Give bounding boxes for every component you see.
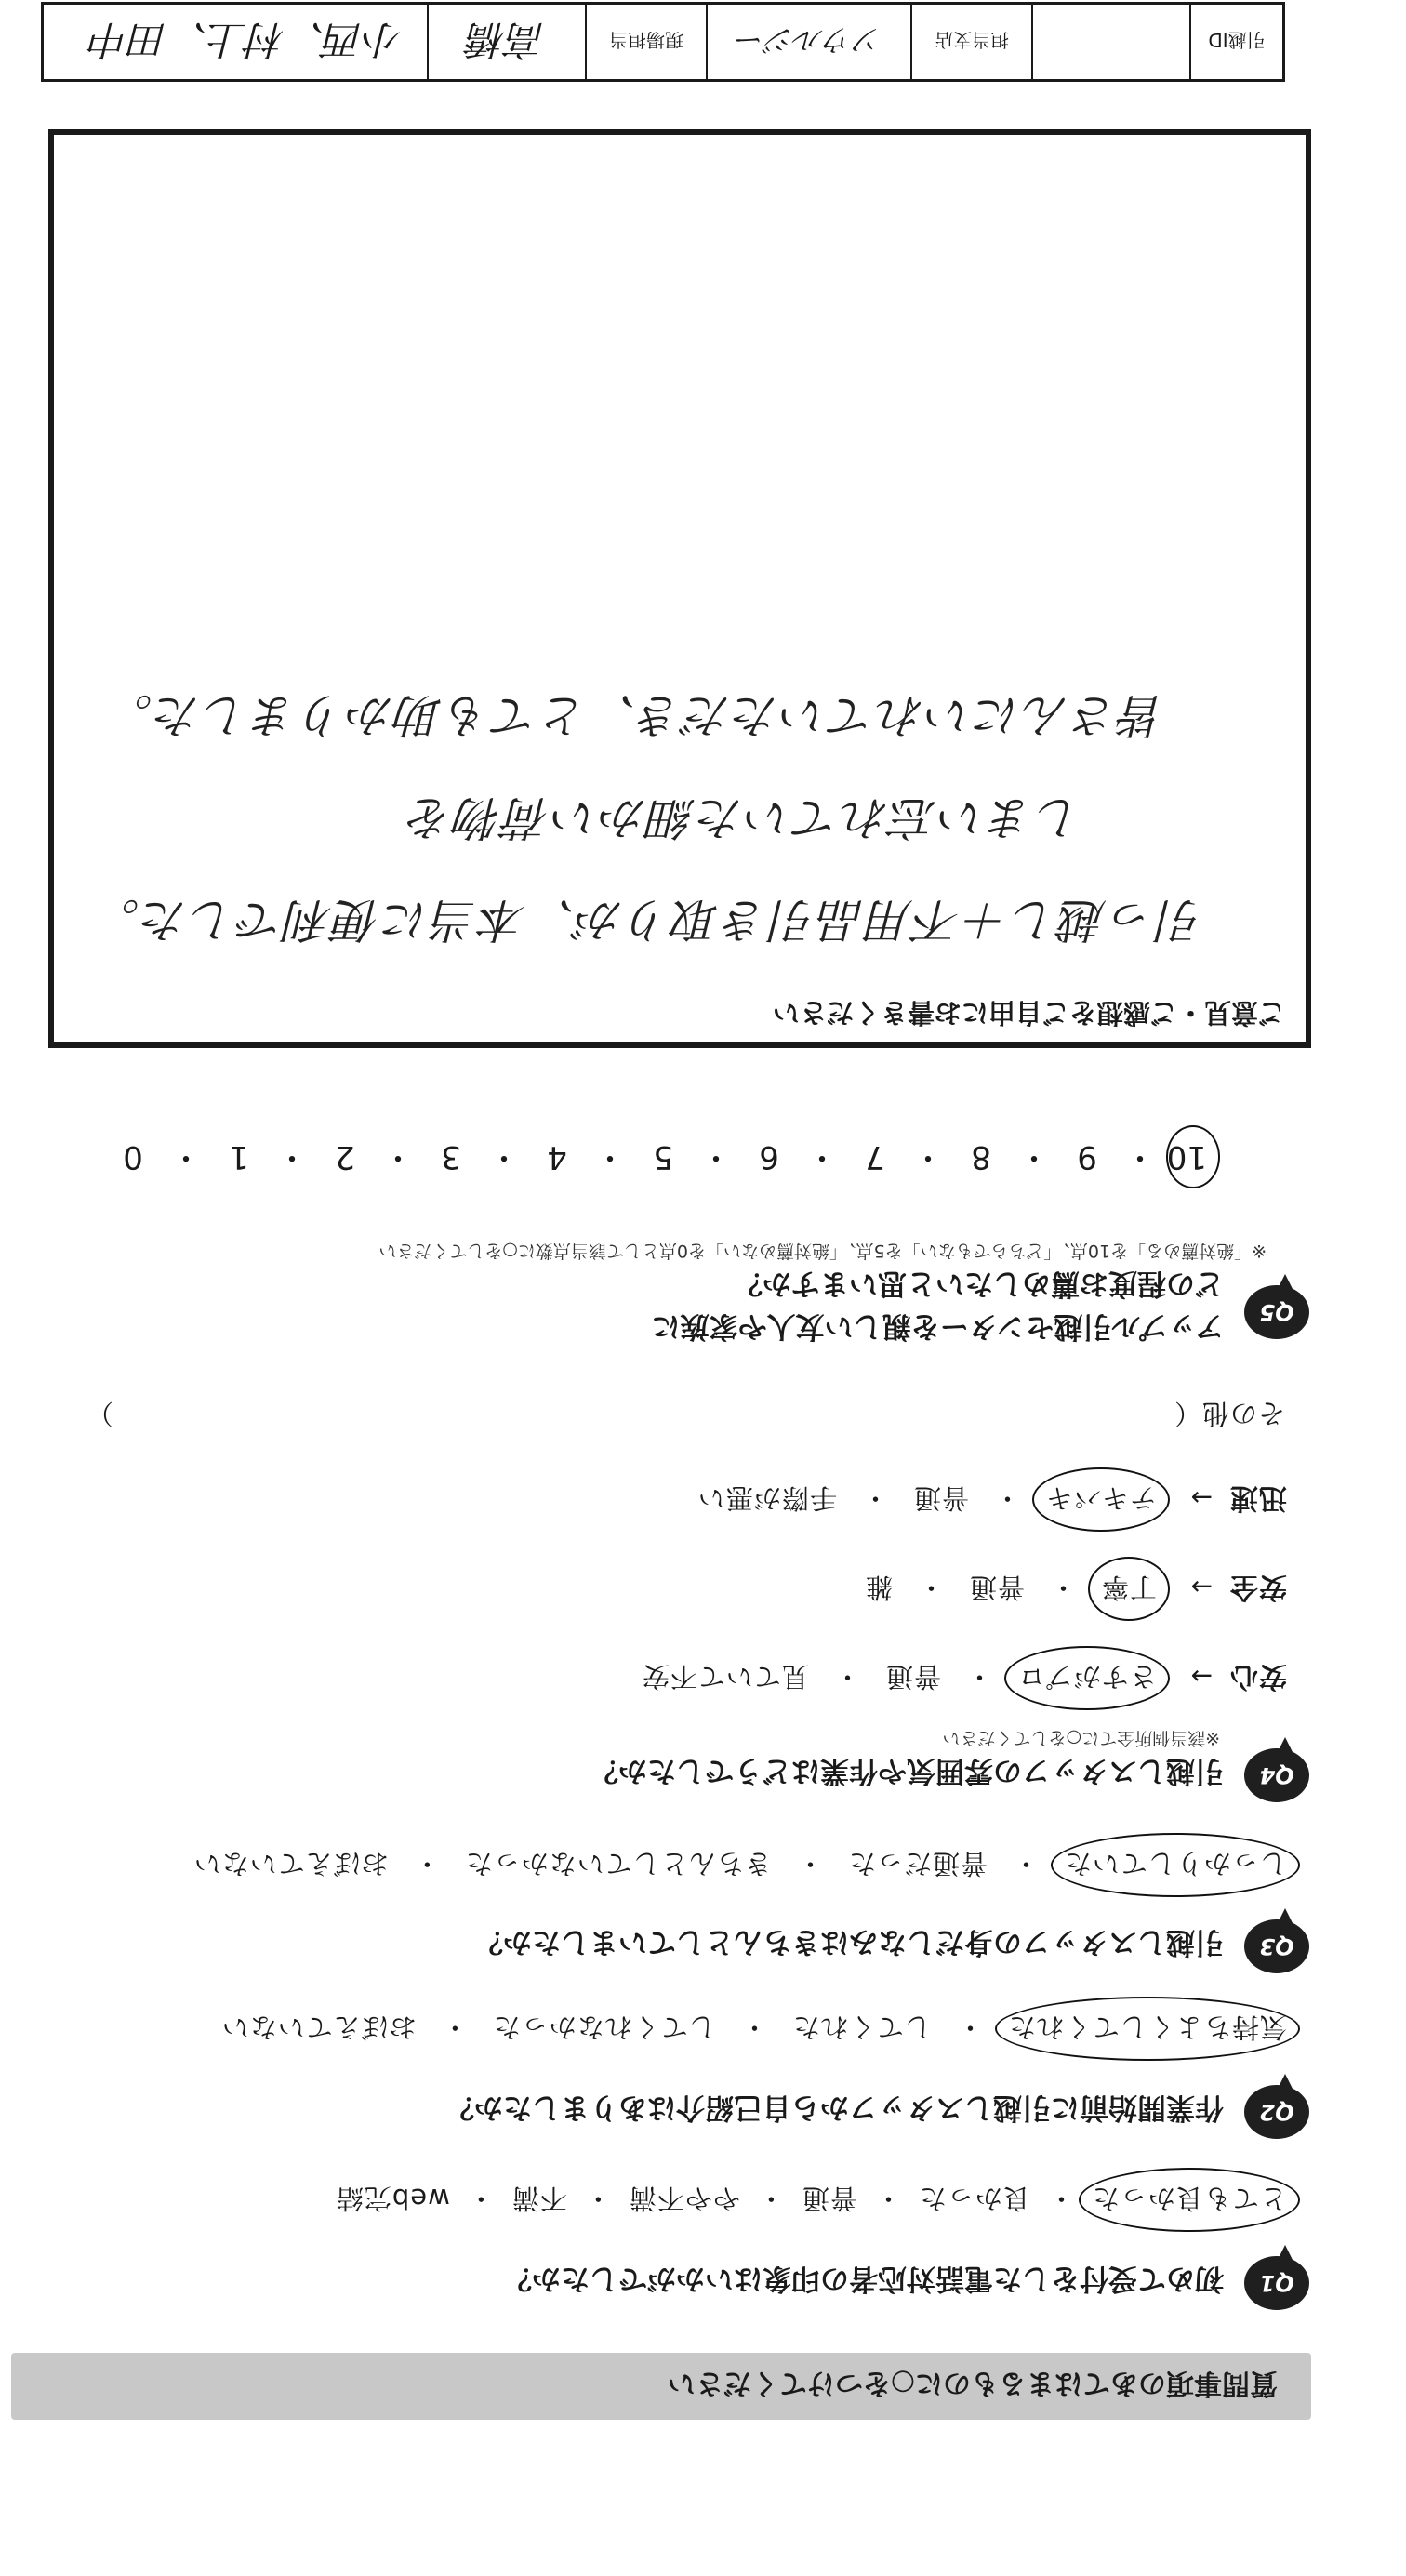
q1-option-normal[interactable]: 普通 (801, 2183, 857, 2214)
instruction-bar (11, 2353, 1311, 2420)
q4-anshin-option-normal[interactable]: 普通 (884, 1661, 941, 1693)
q2-option-pleasant[interactable]: 気持ちよくしてくれた (1008, 2010, 1287, 2048)
branch-value-cell: ソウルジー (706, 5, 910, 79)
arrow-icon: → (1189, 1661, 1213, 1692)
q5-badge: Q5 (1244, 1285, 1309, 1339)
q3-question: 引越しスタッフの身だしなみはきちんとしていましたか？ (474, 1925, 1224, 1959)
leader-label-cell: 現場担当 (585, 5, 706, 79)
q4-anzen-option-careful[interactable]: 丁寧 (1101, 1570, 1157, 1608)
q4-row-label: 迅速 (1229, 1481, 1287, 1514)
q5-score-2[interactable]: 2 (335, 1138, 355, 1175)
q1-badge: Q1 (1244, 2256, 1309, 2310)
q1-option-very-good[interactable]: とても良かった (1092, 2181, 1287, 2219)
q4-question: 引越しスタッフの雰囲気や作業はどうでしたか？ (590, 1754, 1224, 1787)
q4-anshin-option-pro[interactable]: さすがプロ (1017, 1659, 1157, 1697)
q3-option-dont-remember[interactable]: おぼえていない (192, 1848, 389, 1879)
q5-scale: 10・9・8・7・6・5・4・3・2・1・0 (119, 1137, 1207, 1183)
q1-option-somewhat-dissatisfied[interactable]: やや不満 (628, 2183, 740, 2214)
q3-options: しっかりしていた・普通だった・きちんとしていなかった・おぼえていない (193, 1846, 1287, 1884)
q4-jinsoku-option-clumsy[interactable]: 手際が悪い (696, 1482, 837, 1514)
q5-score-10[interactable]: 10 (1166, 1138, 1207, 1175)
comment-box-title: ご意見・ご感想をご自由にお書きください (772, 997, 1285, 1029)
q4-row-anzen: 安全→丁寧・普通・雑 (865, 1570, 1287, 1611)
q4-other-row (86, 1396, 1285, 1434)
q5-question-line2: どの程度お薦めしたいと思いますか？ (734, 1267, 1224, 1300)
q4-row-anshin: 安心→さすがプロ・普通・見ていて不安 (642, 1659, 1287, 1700)
q2-option-dont-remember[interactable]: おぼえていない (220, 2012, 417, 2043)
q1-options: とても良かった・良かった・普通・やや不満・不満・web完結 (336, 2181, 1287, 2219)
q1-option-dissatisfied[interactable]: 不満 (511, 2183, 567, 2214)
q4-note: ※該当個所全てに○をしてください (942, 1728, 1220, 1748)
q2-option-did[interactable]: してくれた (791, 2012, 932, 2043)
comment-line-2: しまい忘れていた細かい荷物を (405, 790, 1082, 844)
q5-score-8[interactable]: 8 (971, 1138, 991, 1175)
comment-line-3: 皆さんにいれていただき、とても助かりました。 (104, 688, 1166, 742)
q4-anzen-option-normal[interactable]: 普通 (968, 1572, 1025, 1603)
q5-score-6[interactable]: 6 (759, 1138, 779, 1175)
q3-option-not-neat[interactable]: きちんとしていなかった (464, 1848, 772, 1879)
arrow-icon: → (1189, 1482, 1213, 1513)
q4-other-label: その他（ (1173, 1398, 1285, 1429)
q2-option-did-not[interactable]: してくれなかった (492, 2012, 716, 2043)
q4-jinsoku-option-normal[interactable]: 普通 (912, 1482, 969, 1514)
q5-score-4[interactable]: 4 (547, 1138, 567, 1175)
staff-names-cell: 小西、村上、田中 (89, 17, 403, 62)
comment-line-1: 引っ越し＋不用品引き取りが、本当に便利でした。 (91, 893, 1203, 947)
q3-option-neat[interactable]: しっかりしていた (1064, 1846, 1287, 1884)
staff-table (41, 2, 1285, 82)
instruction-text: 質問事項のあてはまるものに○をつけてください (667, 2367, 1278, 2399)
q1-question: 初めて受付をした電話対応者の印象はいかがでしたか？ (503, 2262, 1224, 2295)
q2-badge: Q2 (1244, 2085, 1309, 2139)
q4-other-close: ） (86, 1398, 114, 1429)
q4-anshin-option-worried[interactable]: 見ていて不安 (641, 1661, 809, 1693)
q5-score-3[interactable]: 3 (441, 1138, 461, 1175)
q4-row-label: 安心 (1229, 1660, 1287, 1693)
comment-box[interactable] (48, 129, 1311, 1048)
q2-options: 気持ちよくしてくれた・してくれた・してくれなかった・おぼえていない (221, 2010, 1287, 2048)
q4-badge: Q4 (1244, 1748, 1309, 1802)
q3-badge: Q3 (1244, 1919, 1309, 1973)
q3-option-normal[interactable]: 普通だった (847, 1848, 988, 1879)
q5-note: ※「絶対薦める」を10点、「どちらでもない」を5点、「絶対薦めない」を0点として該当点数に○をしてください (378, 1241, 1267, 1261)
move-id-value-cell (1031, 5, 1189, 79)
q4-jinsoku-option-efficient[interactable]: テキパキ (1045, 1481, 1157, 1519)
q1-option-web[interactable]: web完結 (335, 2183, 450, 2214)
leader-value-cell: 高橋 (427, 5, 585, 79)
q4-row-jinsoku: 迅速→テキパキ・普通・手際が悪い (697, 1481, 1287, 1521)
arrow-icon: → (1189, 1572, 1213, 1602)
q5-score-1[interactable]: 1 (229, 1138, 249, 1175)
q5-score-0[interactable]: 0 (123, 1138, 143, 1175)
q4-row-label: 安全 (1229, 1571, 1287, 1603)
q4-anzen-option-rough[interactable]: 雑 (864, 1572, 893, 1603)
move-id-label-cell: 引越ID (1189, 5, 1282, 79)
q1-option-good[interactable]: 良かった (918, 2183, 1030, 2214)
q5-question-line1: アップル引越センターを親しい友人や家族に (651, 1309, 1224, 1343)
branch-label-cell: 担当支店 (910, 5, 1031, 79)
q5-score-9[interactable]: 9 (1077, 1138, 1097, 1175)
q2-question: 作業開始前に引越しスタッフから自己紹介はありましたか？ (445, 2091, 1224, 2124)
q5-score-7[interactable]: 7 (865, 1138, 885, 1175)
q5-score-5[interactable]: 5 (653, 1138, 673, 1175)
